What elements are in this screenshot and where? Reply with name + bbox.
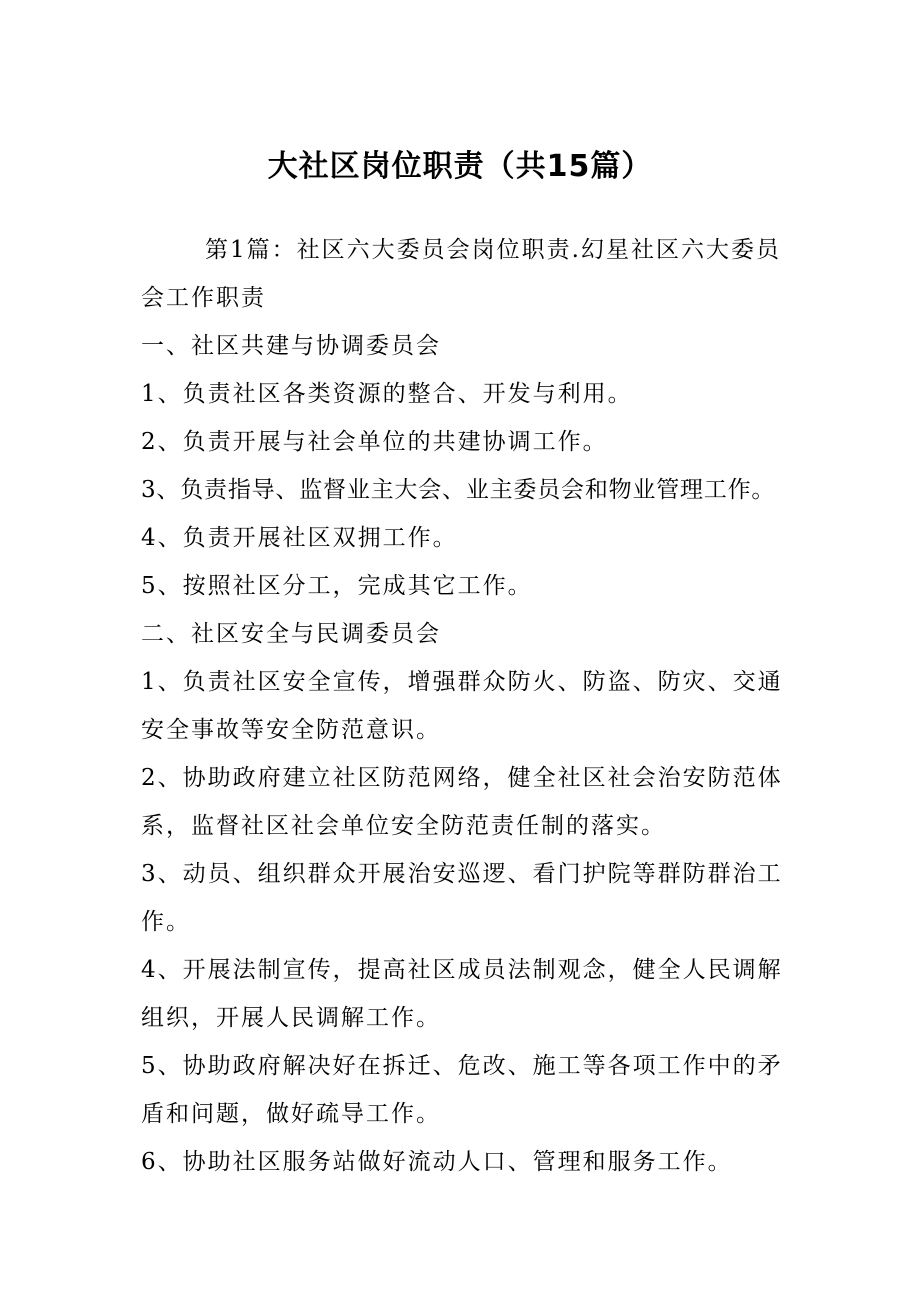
paragraph: 2、负责开展与社会单位的共建协调工作。 bbox=[141, 429, 608, 455]
section-heading: 一、社区共建与协调委员会 bbox=[141, 333, 441, 359]
paragraph: 5、按照社区分工，完成其它工作。 bbox=[141, 573, 533, 599]
document-title: 大社区岗位职责（共15篇） bbox=[267, 149, 653, 184]
paragraph: 6、协助社区服务站做好流动人口、管理和服务工作。 bbox=[141, 1149, 733, 1175]
paragraph: 1、负责社区安全宣传，增强群众防火、防盗、防灾、交通安全事故等安全防范意识。 bbox=[141, 669, 783, 743]
paragraph: 4、负责开展社区双拥工作。 bbox=[141, 525, 458, 551]
paragraph: 4、开展法制宣传，提高社区成员法制观念，健全人民调解组织，开展人民调解工作。 bbox=[141, 957, 783, 1031]
paragraph: 3、动员、组织群众开展治安巡逻、看门护院等群防群治工作。 bbox=[141, 861, 783, 935]
paragraph: 第1篇：社区六大委员会岗位职责.幻星社区六大委员会工作职责 bbox=[141, 237, 781, 311]
paragraph: 2、协助政府建立社区防范网络，健全社区社会治安防范体系，监督社区社会单位安全防范责任制的落实。 bbox=[141, 765, 783, 839]
document-body bbox=[141, 226, 801, 1186]
section-heading: 二、社区安全与民调委员会 bbox=[141, 621, 441, 647]
paragraph: 3、负责指导、监督业主大会、业主委员会和物业管理工作。 bbox=[141, 477, 776, 503]
paragraph: 5、协助政府解决好在拆迁、危改、施工等各项工作中的矛盾和问题，做好疏导工作。 bbox=[141, 1053, 783, 1127]
paragraph: 1、负责社区各类资源的整合、开发与利用。 bbox=[141, 381, 633, 407]
